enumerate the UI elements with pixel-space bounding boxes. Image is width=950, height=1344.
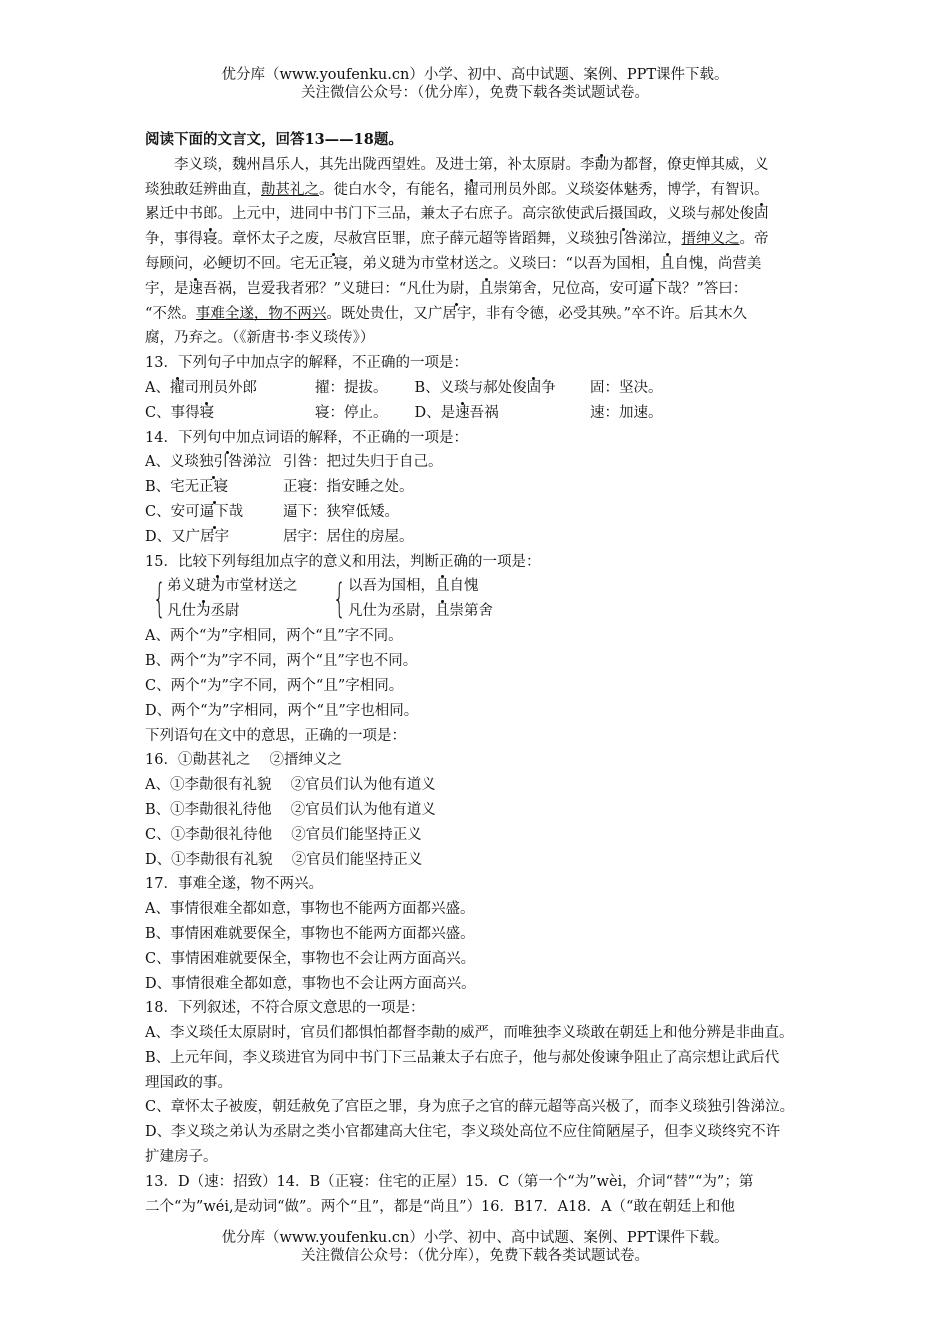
passage-line: 琰独敢廷辨曲直，勣甚礼之。徙白水令，有能名，擢司刑员外郎。义琰姿体魅秀，博学，有智识。 [145,181,769,198]
option-c-explain: 寝：停止。 [315,404,388,421]
question-stem: 13．下列句子中加点字的解释，不正确的一项是： [145,355,468,372]
passage-line: 累迁中书郎。上元中，进同中书门下三品，兼太子右庶子。高宗欲使武后摄国政，义琰与郝处俊固 [145,206,769,223]
passage [145,153,810,351]
question-stem: 14．下列句中加点词语的解释，不正确的一项是： [145,429,468,446]
question-17 [145,872,810,996]
passage-line: “不然。事难全遂，物不两兴。既处贵仕，又广居宇，非有令德，必受其殃。”卒不许。后其木久 [145,305,748,322]
compare-groups [145,574,810,624]
option-d-cont: 扩建房子。 [145,1149,218,1166]
option-c: C、事得寝 [145,404,215,421]
option-b-explain: 正寝：指安睡之处。 [283,479,414,496]
option-d: D、是速吾祸 [414,404,499,421]
option-a: A、李义琰任太原尉时，官员们都惧怕都督李勣的威严，而唯独李义琰敢在朝廷上和他分辨是非曲直。 [145,1025,794,1042]
option-b: B、上元年间，李义琰进官为同中书门下三品兼太子右庶子，他与郝处俊谏争阻止了高宗想让武后代 [145,1049,780,1066]
option-row [145,475,810,500]
option-d: D、事情很难全都如意，事物也不会让两方面高兴。 [145,975,476,992]
answer-line: 13．D（速：招致）14．B（正寝：住宅的正屋）15．C（第一个“为”wèi，介词“替”“为”；第 [145,1173,754,1190]
passage-line: 李义琰，魏州昌乐人，其先出陇西望姓。及进士第，补太原尉。李勣为都督，僚吏惮其威，义 [174,156,769,173]
option-row [145,450,810,475]
option-c: C、安可逼下哉 [145,503,244,520]
passage-line: 争，事得寝。章怀太子之废，尽赦宫臣罪，庶子薛元超等皆蹈舞，义琰独引咎涕泣，搢绅义之。帝 [145,231,769,248]
page-footer [0,1229,950,1265]
option-row [145,401,810,426]
instruction-text: 下列语句在文中的意思，正确的一项是： [145,727,406,744]
option-row [145,500,810,525]
option-c: C、事情困难就要保全，事物也不会让两方面高兴。 [145,950,476,967]
option-b-cont: 理国政的事。 [145,1074,232,1091]
question-stem: 15．比较下列每组加点字的意义和用法，判断正确的一项是： [145,553,541,570]
left-brace-2: { [333,576,346,623]
option-a: A、义琰独引咎涕泣 [145,454,272,471]
question-14 [145,426,810,550]
question-13 [145,351,810,425]
question-stem: 17．事难全遂，物不两兴。 [145,876,323,893]
option-a: A、擢司刑员外郎 [145,379,257,396]
option-c: C、①李勣很礼待他 ②官员们能坚持正义 [145,826,422,843]
option-b: B、义琰与郝处俊固争 [414,379,556,396]
option-c: C、章怀太子被废，朝廷赦免了宫臣之罪，身为庶子之官的薛元超等高兴极了，而李义琰独引咎涕泣。 [145,1099,795,1116]
question-18 [145,996,810,1170]
option-d: D、两个“为”字相同，两个“且”字也相同。 [145,702,419,719]
group-2: 以吾为国相，且自愧 凡仕为丞尉，且崇第舍 [348,578,493,620]
option-d: D、又广居宇 [145,528,230,545]
passage-line: 腐，乃弃之。（《新唐书·李义琰传》） [145,330,375,347]
option-d: D、李义琰之弟认为丞尉之类小官都建高大住宅，李义琰处高位不应住简陋屋子，但李义琰终究不许 [145,1124,781,1141]
page-header [0,66,950,102]
option-d: D、①李勣很有礼貌 ②官员们能坚持正义 [145,851,423,868]
section-title: 阅读下面的文言文，回答13——18题。 [145,131,403,148]
question-16 [145,748,810,872]
option-a-explain: 擢：提拔。 [315,379,388,396]
option-b: B、两个“为”字不同，两个“且”字也不同。 [145,653,418,670]
question-stem: 18．下列叙述，不符合原文意思的一项是： [145,1000,425,1017]
option-a-explain: 引咎：把过失归于自己。 [283,454,443,471]
option-a: A、①李勣很有礼貌 ②官员们认为他有道义 [145,777,436,794]
option-d-explain: 居宇：居住的房屋。 [283,528,414,545]
option-row [145,376,810,401]
answer-line: 二个“为”wéi,是动词“做”。两个“且”，都是“尚且”）16．B17．A18．A（“敢在朝廷上和他 [145,1198,735,1215]
option-b: B、①李勣很礼待他 ②官员们认为他有道义 [145,801,436,818]
option-row [145,525,810,550]
passage-line: 宇，是速吾祸，岂爱我者邪？”义琎曰：“凡仕为尉，且崇第舍，兄位高，安可逼下哉？”答曰： [145,280,748,297]
option-b: B、事情困难就要保全，事物也不能两方面都兴盛。 [145,925,475,942]
header-line-1: 优分库（www.youfenku.cn）小学、初中、高中试题、案例、PPT课件下载。 [221,67,729,83]
option-b-explain: 固：坚决。 [590,379,663,396]
answer-key [145,1170,810,1220]
option-d-explain: 速：加速。 [590,404,663,421]
question-15 [145,550,810,724]
header-line-2: 关注微信公众号：（优分库），免费下载各类试题试卷。 [301,85,649,101]
document-body [145,128,810,1219]
option-a: A、事情很难全都如意，事物也不能两方面都兴盛。 [145,901,475,918]
group-1: 弟义琎为市堂材送之 凡仕为丞尉 [167,578,298,620]
option-b: B、宅无正寝 [145,479,229,496]
option-c: C、两个“为”字不同，两个“且”字相同。 [145,677,404,694]
question-stem: 16．①勣甚礼之 ②搢绅义之 [145,752,343,769]
footer-line-1: 优分库（www.youfenku.cn）小学、初中、高中试题、案例、PPT课件下载。 [221,1230,729,1246]
option-a: A、两个“为”字相同，两个“且”字不同。 [145,628,403,645]
left-brace-1: { [153,576,166,623]
passage-line: 每顾问，必鲠切不回。宅无正寝，弟义琎为市堂材送之。义琰曰：“以吾为国相，且自愧，尚营美 [145,255,762,272]
option-c-explain: 逼下：狭窄低矮。 [283,503,399,520]
footer-line-2: 关注微信公众号：（优分库），免费下载各类试题试卷。 [301,1248,649,1264]
